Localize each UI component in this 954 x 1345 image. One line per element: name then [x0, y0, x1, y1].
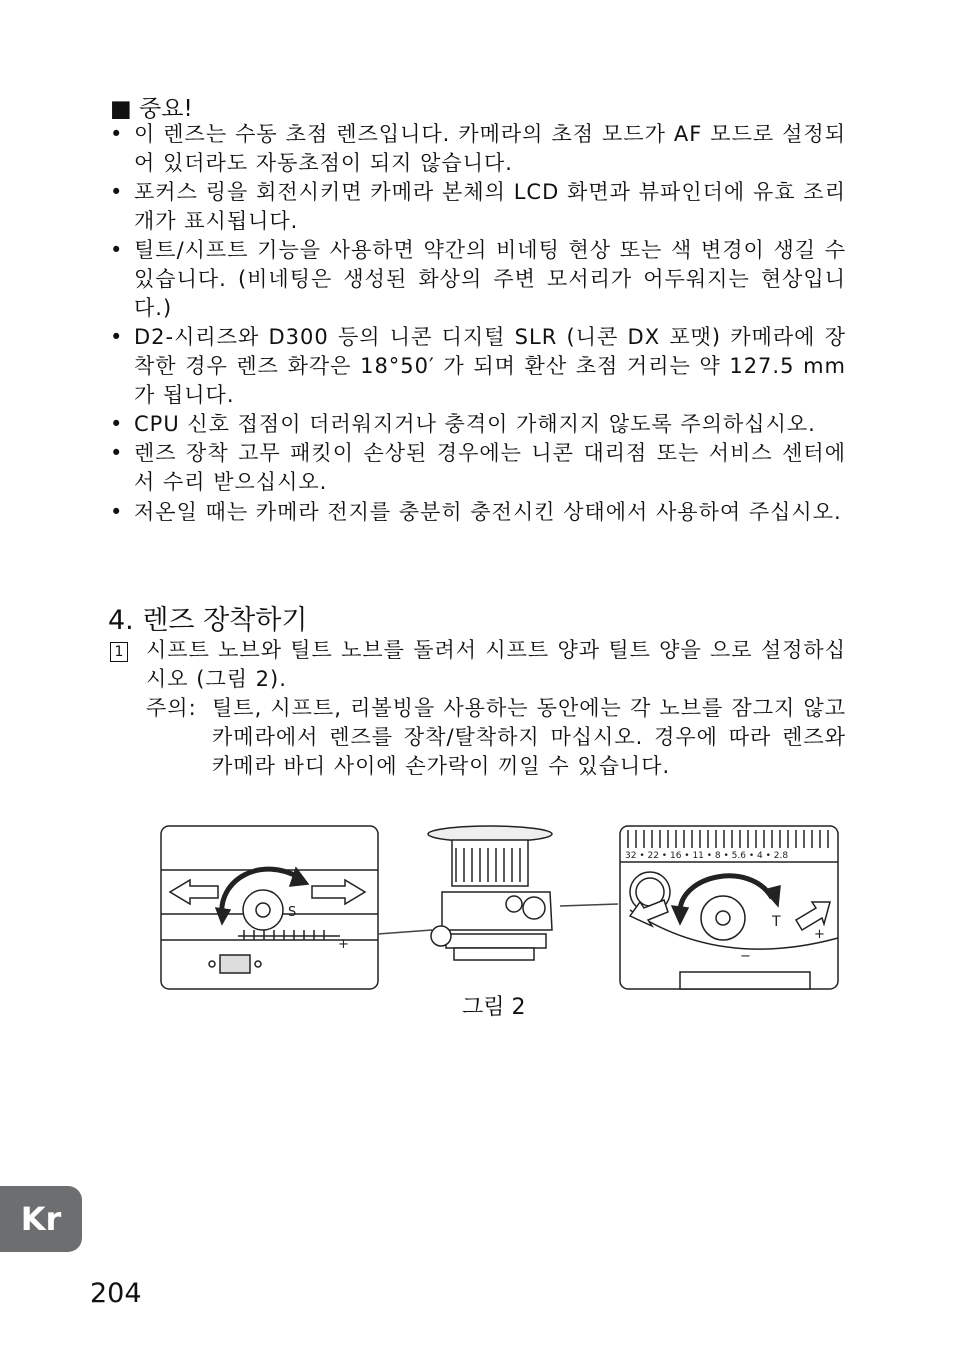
bullet-item — [108, 236, 846, 323]
important-heading: ■ 중요! — [110, 96, 193, 122]
lens-body-illustration — [428, 826, 552, 960]
note-label: 주의: — [146, 696, 197, 720]
bullet-item — [108, 439, 846, 497]
bullet-dot: • — [110, 412, 124, 436]
shift-knob-small — [431, 926, 451, 946]
lens-figure — [160, 820, 840, 1000]
bullet-text: D2-시리즈와 D300 등의 니콘 디지털 SLR (니콘 DX 포맷) 카메라에 장착한 경우 렌즈 화각은 18°50′ 가 되며 환산 초점 거리는 약 127.5 mm가 됩니다. — [134, 325, 846, 407]
step-number: 1 — [110, 642, 128, 662]
bullet-text: CPU 신호 접점이 더러워지거나 충격이 가해지지 않도록 주의하십시오. — [134, 412, 816, 436]
aperture-scale: 32 • 22 • 16 • 11 • 8 • 5.6 • 4 • 2.8 — [625, 851, 789, 861]
tilt-mark-label: T — [772, 914, 781, 930]
shift-knob — [243, 890, 283, 930]
shift-knob-panel — [161, 826, 378, 989]
figure-caption: 그림 2 — [462, 995, 526, 1020]
bullet-item — [108, 120, 846, 178]
tilt-knob — [701, 896, 745, 940]
important-bullet-list — [108, 120, 846, 528]
step-1 — [108, 636, 846, 694]
bullet-item — [108, 497, 846, 528]
bullet-text: 렌즈 장착 고무 패킷이 손상된 경우에는 니콘 대리점 또는 서비스 센터에서 수리 받으십시오. — [134, 441, 846, 494]
step-text: 시프트 노브와 틸트 노브를 돌려서 시프트 양과 틸트 양을 으로 설정하십시오 (그림 2). — [146, 638, 846, 691]
bullet-dot: • — [110, 441, 124, 465]
bullet-text: 이 렌즈는 수동 초점 렌즈입니다. 카메라의 초점 모드가 AF 모드로 설정되어 있더라도 자동초점이 되지 않습니다. — [134, 122, 846, 175]
bullet-text: 저온일 때는 카메라 전지를 충분히 충전시킨 상태에서 사용하여 주십시오. — [134, 500, 842, 524]
note-text: 틸트, 시프트, 리볼빙을 사용하는 동안에는 각 노브를 잠그지 않고 카메라에서 렌즈를 장착/탈착하지 마십시오. 경우에 따라 렌즈와 카메라 바디 사이에 손가락이 끼일 수 있습니다. — [212, 696, 846, 778]
bullet-dot: • — [110, 180, 124, 204]
svg-text:−: − — [740, 949, 751, 964]
bullet-item — [108, 323, 846, 410]
bullet-text: 틸트/시프트 기능을 사용하면 약간의 비네팅 현상 또는 색 변경이 생길 수 있습니다. (비네팅은 생성된 화상의 주변 모서리가 어두워지는 현상입니다.) — [134, 238, 846, 320]
section-title: 4. 렌즈 장착하기 — [108, 605, 308, 636]
page-number: 204 — [90, 1278, 142, 1309]
bullet-dot: • — [110, 238, 124, 262]
tilt-knob-panel — [620, 826, 838, 989]
svg-text:+: + — [814, 927, 825, 942]
bullet-text: 포커스 링을 회전시키면 카메라 본체의 LCD 화면과 뷰파인더에 유효 조리개가 표시됩니다. — [134, 180, 846, 233]
bullet-dot: • — [110, 325, 124, 349]
svg-text:+: + — [338, 937, 349, 952]
lock-lever — [220, 955, 250, 973]
bullet-item — [108, 178, 846, 236]
bullet-dot: • — [110, 122, 124, 146]
shift-mark-label: S — [288, 905, 297, 920]
language-tab: Kr — [0, 1186, 82, 1252]
caution-note — [146, 694, 846, 781]
tilt-knob-small — [523, 897, 545, 919]
bullet-item — [108, 410, 846, 439]
bullet-dot: • — [110, 500, 124, 524]
